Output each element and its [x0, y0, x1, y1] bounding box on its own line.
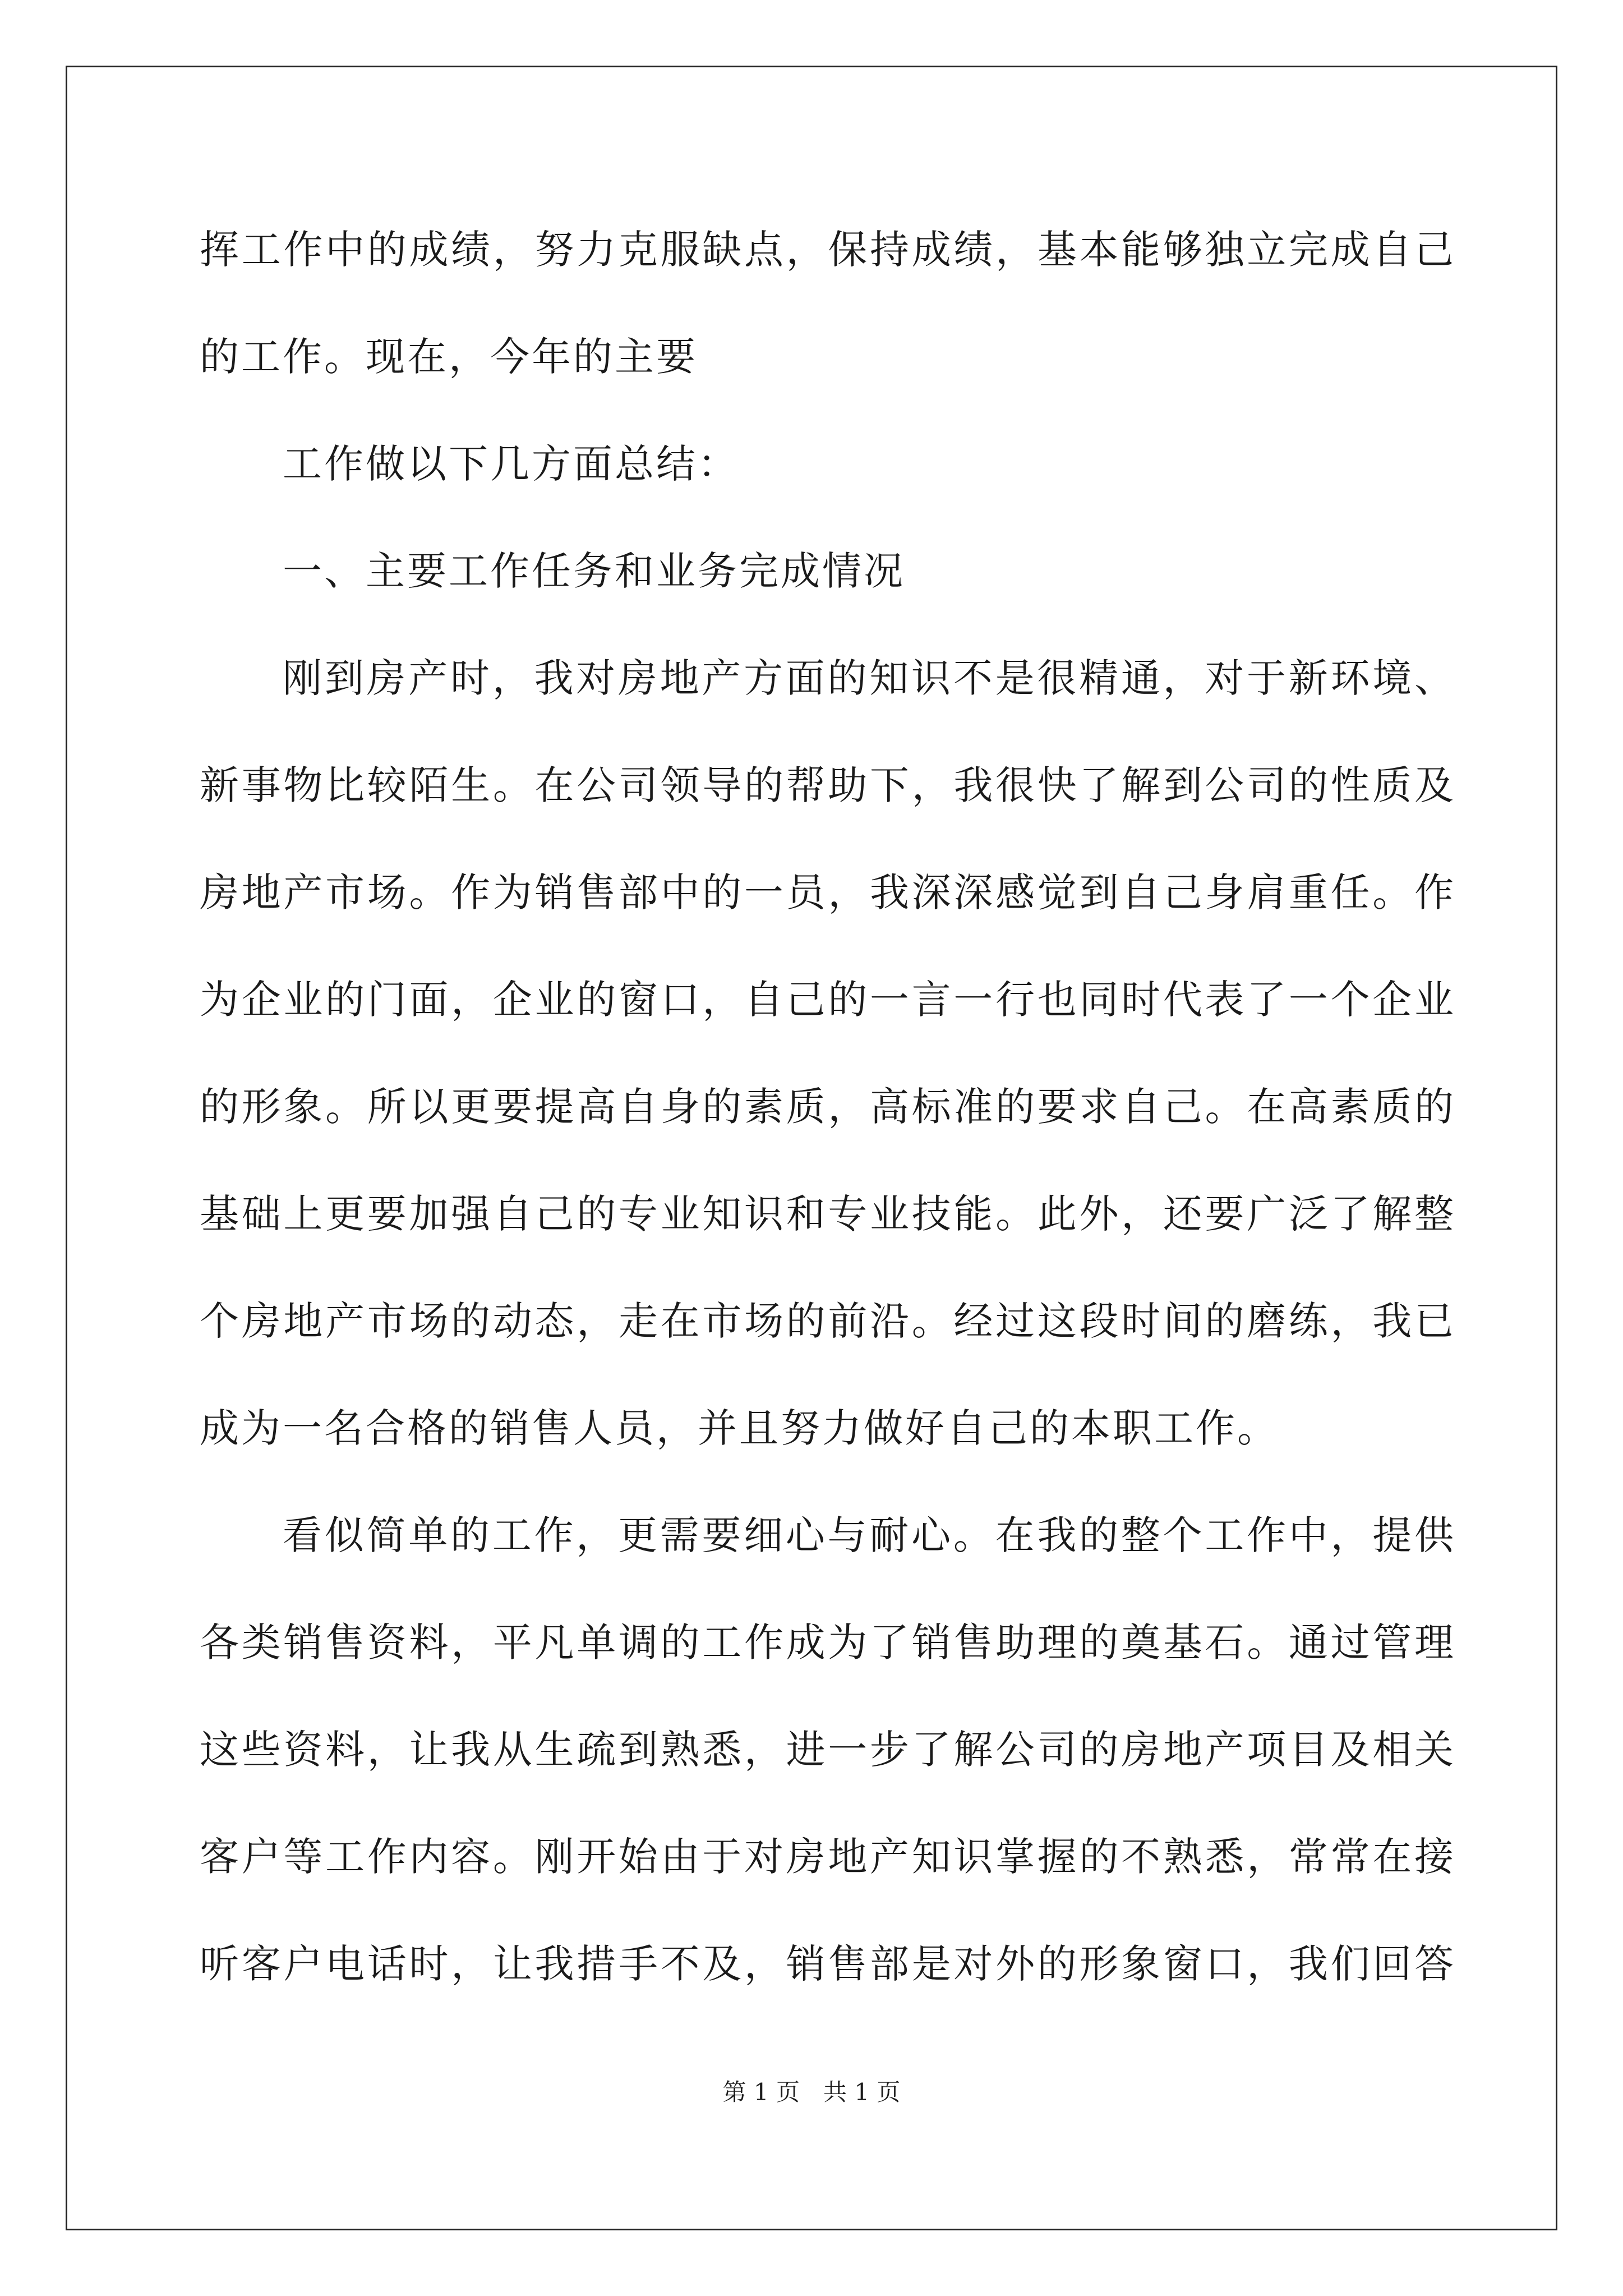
text-line-10: 基础上更要加强自己的专业知识和专业技能。此外，还要广泛了解整 — [200, 1191, 1456, 1237]
text-line-12: 成为一名合格的销售人员，并且努力做好自己的本职工作。 — [200, 1405, 1279, 1451]
text-line-14: 各类销售资料，平凡单调的工作成为了销售助理的奠基石。通过管理 — [200, 1619, 1456, 1665]
page-number-label: 第 1 页 共 1 页 — [722, 2078, 901, 2106]
text-line-5: 刚到房产时，我对房地产方面的知识不是很精通，对于新环境、 — [283, 655, 1456, 701]
text-line-6: 新事物比较陌生。在公司领导的帮助下，我很快了解到公司的性质及 — [200, 762, 1456, 808]
text-line-7: 房地产市场。作为销售部中的一员，我深深感觉到自己身肩重任。作 — [200, 869, 1456, 915]
text-line-3: 工作做以下几方面总结： — [283, 441, 739, 487]
text-line-9: 的形象。所以更要提高自身的素质，高标准的要求自己。在高素质的 — [200, 1084, 1456, 1130]
text-line-2: 的工作。现在，今年的主要 — [200, 334, 698, 380]
text-line-11: 个房地产市场的动态，走在市场的前沿。经过这段时间的磨练，我已 — [200, 1298, 1456, 1344]
text-line-8: 为企业的门面，企业的窗口，自己的一言一行也同时代表了一个企业 — [200, 977, 1456, 1023]
section-heading: 一、主要工作任务和业务完成情况 — [283, 548, 905, 594]
text-line-1: 挥工作中的成绩，努力克服缺点，保持成绩，基本能够独立完成自己 — [200, 227, 1456, 273]
text-line-13: 看似简单的工作，更需要细心与耐心。在我的整个工作中，提供 — [283, 1512, 1456, 1558]
page-footer — [0, 2076, 1623, 2109]
text-line-15: 这些资料，让我从生疏到熟悉，进一步了解公司的房地产项目及相关 — [200, 1727, 1456, 1773]
text-line-16: 客户等工作内容。刚开始由于对房地产知识掌握的不熟悉，常常在接 — [200, 1834, 1456, 1880]
text-line-17: 听客户电话时，让我措手不及，销售部是对外的形象窗口，我们回答 — [200, 1941, 1456, 1987]
document-body — [200, 196, 1456, 2018]
